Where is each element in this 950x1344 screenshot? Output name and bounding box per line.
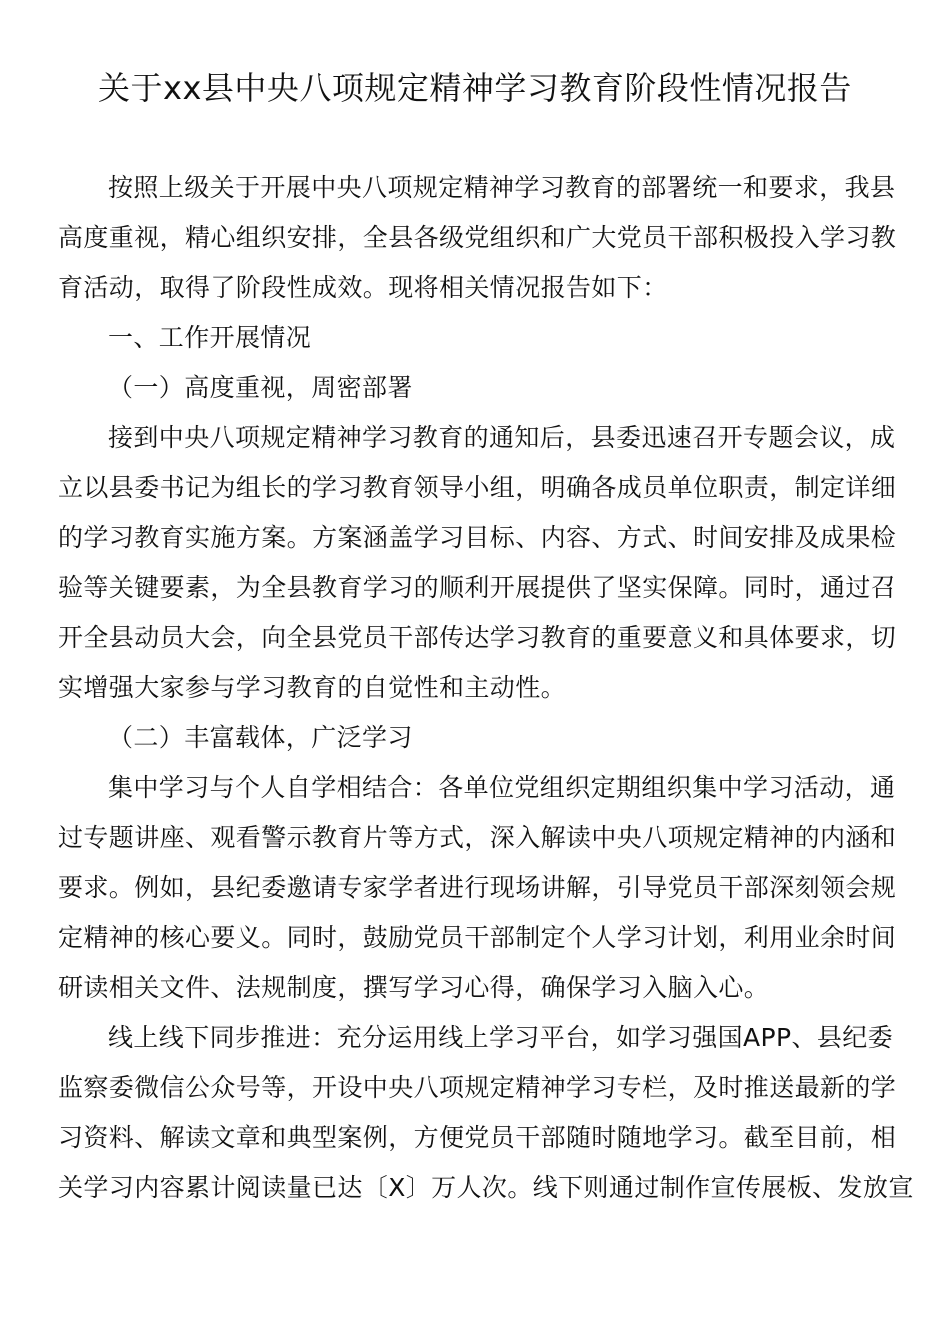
section-heading: 一、工作开展情况: [108, 323, 312, 352]
paragraph-line: 监察委微信公众号等，开设中央八项规定精神学习专栏，及时推送最新的学: [58, 1073, 897, 1102]
paragraph-line: 研读相关文件、法规制度，撰写学习心得，确保学习入脑入心。: [58, 973, 770, 1002]
paragraph-line: 验等关键要素，为全县教育学习的顺利开展提供了坚实保障。同时，通过召: [58, 573, 897, 602]
paragraph-line: 关学习内容累计阅读量已达〔X〕万人次。线下则通过制作宣传展板、发放宣: [58, 1173, 914, 1202]
subsection-heading: （二）丰富载体，广泛学习: [108, 723, 413, 752]
paragraph-line: 的学习教育实施方案。方案涵盖学习目标、内容、方式、时间安排及成果检: [58, 523, 897, 552]
document-body: [58, 163, 914, 1213]
paragraph-line: 开全县动员大会，向全县党员干部传达学习教育的重要意义和具体要求，切: [58, 623, 897, 652]
paragraph-line: 习资料、解读文章和典型案例，方便党员干部随时随地学习。截至目前，相: [58, 1123, 897, 1152]
subsection-heading: （一）高度重视，周密部署: [108, 373, 413, 402]
paragraph-line: 过专题讲座、观看警示教育片等方式，深入解读中央八项规定精神的内涵和: [58, 823, 897, 852]
paragraph-line: 按照上级关于开展中央八项规定精神学习教育的部署统一和要求，我县: [108, 173, 896, 202]
paragraph-line: 定精神的核心要义。同时，鼓励党员干部制定个人学习计划，利用业余时间: [58, 923, 897, 952]
document-title: 关于xx县中央八项规定精神学习教育阶段性情况报告: [98, 69, 852, 107]
paragraph-line: 育活动，取得了阶段性成效。现将相关情况报告如下：: [58, 273, 668, 302]
paragraph-line: 集中学习与个人自学相结合：各单位党组织定期组织集中学习活动，通: [108, 773, 896, 802]
paragraph-line: 高度重视，精心组织安排，全县各级党组织和广大党员干部积极投入学习教: [58, 223, 897, 252]
paragraph-line: 要求。例如，县纪委邀请专家学者进行现场讲解，引导党员干部深刻领会规: [58, 873, 897, 902]
paragraph-line: 接到中央八项规定精神学习教育的通知后，县委迅速召开专题会议，成: [108, 423, 896, 452]
paragraph-line: 线上线下同步推进：充分运用线上学习平台，如学习强国APP、县纪委: [108, 1023, 894, 1052]
paragraph-line: 实增强大家参与学习教育的自觉性和主动性。: [58, 673, 567, 702]
paragraph-line: 立以县委书记为组长的学习教育领导小组，明确各成员单位职责，制定详细: [58, 473, 897, 502]
